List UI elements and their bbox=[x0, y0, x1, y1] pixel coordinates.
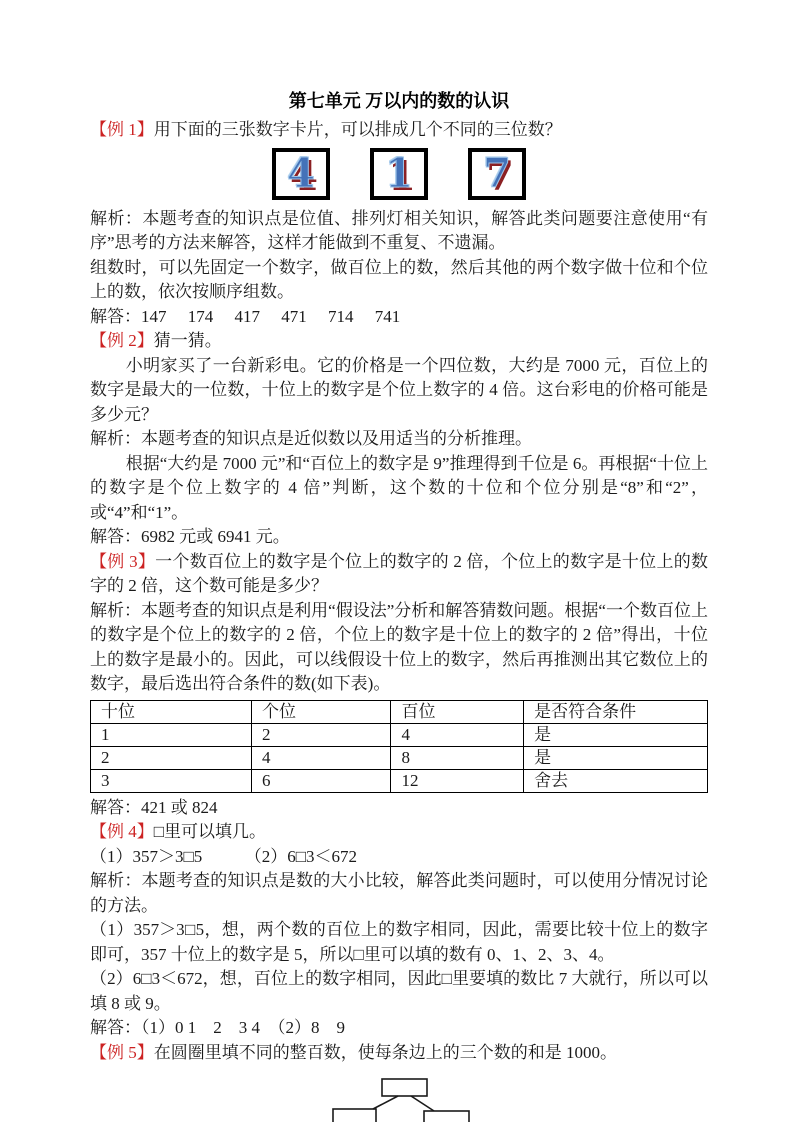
table-row bbox=[91, 769, 708, 792]
example1-analysis: 解析：本题考查的知识点是位值、排列灯相关知识，解答此类问题要注意使用“有序”思考的方法来解答，这样才能做到不重复、不遗漏。 bbox=[90, 208, 708, 252]
cell: 4 bbox=[252, 746, 391, 769]
cell: 舍去 bbox=[524, 769, 708, 792]
example4-label: 【例 4】 bbox=[90, 822, 154, 841]
table-row bbox=[91, 746, 708, 769]
example5-heading bbox=[90, 1041, 708, 1066]
cell: 3 bbox=[91, 769, 252, 792]
example4-question: □里可以填几。 bbox=[153, 822, 267, 841]
diagram-box-mid-left bbox=[333, 1109, 376, 1122]
cell: 1 bbox=[91, 723, 252, 746]
page-content bbox=[90, 88, 708, 1122]
example5-diagram bbox=[90, 1071, 708, 1122]
cell: 2 bbox=[252, 723, 391, 746]
triangle-boxes-diagram bbox=[90, 1071, 708, 1122]
example4-subproblems: （1）357＞3□5 （2）6□3＜672 bbox=[90, 846, 358, 866]
digit-card-1-value: 1 bbox=[385, 149, 413, 197]
example1-heading bbox=[90, 118, 708, 143]
example3-question: 一个数百位上的数字是个位上的数字的 2 倍，个位上的数字是十位上的数字的 2 倍，这个数可能是多少？ bbox=[90, 551, 709, 595]
example3-heading bbox=[90, 550, 708, 599]
example5-label: 【例 5】 bbox=[90, 1042, 154, 1062]
page-title: 第七单元 万以内的数的认识 bbox=[288, 91, 510, 111]
cell: 2 bbox=[91, 746, 252, 769]
connector-line bbox=[373, 1096, 398, 1109]
example2-reasoning: 根据“大约是 7000 元”和“百位上的数字是 9”推理得到千位是 6。再根据“十位上的数字是个位上数字的 4 倍”判断，这个数的十位和个位分别是“8”和“2”，或“4”和“1”。 bbox=[90, 453, 708, 522]
example4-analysis: 解析：本题考查的知识点是数的大小比较，解答此类问题时，可以使用分情况讨论的方法。 bbox=[90, 871, 708, 915]
table-row bbox=[91, 723, 708, 746]
table-header-row bbox=[91, 700, 708, 723]
example4-case2: （2）6□3＜672，想，百位上的数字相同，因此□里要填的数比 7 大就行，所以可以填 8 或 9。 bbox=[90, 969, 708, 1013]
header-hundreds: 百位 bbox=[391, 700, 524, 723]
example3-answer: 解答：421 或 824 bbox=[90, 797, 218, 817]
digit-card-1 bbox=[370, 148, 428, 200]
example2-label: 【例 2】 bbox=[90, 331, 154, 350]
header-condition: 是否符合条件 bbox=[524, 700, 708, 723]
example2-question: 猜一猜。 bbox=[153, 331, 222, 350]
example2-problem: 小明家买了一台新彩电。它的价格是一个四位数，大约是 7000 元，百位上的数字是最大的一位数，十位上的数字是个位上数字的 4 倍。这台彩电的价格可能是多少元？ bbox=[90, 355, 708, 424]
example3-label: 【例 3】 bbox=[90, 551, 156, 571]
example3-analysis: 解析：本题考查的知识点是利用“假设法”分析和解答猜数问题。根据“一个数百位上的数字是个位上的数字的 2 倍，个位上的数字是十位上的数字的 2 倍”得出，十位上的数字是最小的。因此，可以线假设十位上的数字，然后再推测出其它数位上的数字，最后选出符合条件的数(如下表)。 bbox=[90, 600, 708, 693]
example1-question: 用下面的三张数字卡片，可以排成几个不同的三位数？ bbox=[153, 120, 562, 139]
header-ones: 个位 bbox=[252, 700, 391, 723]
case-analysis-table bbox=[90, 700, 708, 793]
digit-card-4 bbox=[272, 148, 330, 200]
digit-card-7 bbox=[468, 148, 526, 200]
example1-label: 【例 1】 bbox=[90, 120, 154, 139]
digit-cards-row bbox=[90, 148, 708, 200]
example4-heading bbox=[90, 820, 708, 845]
digit-card-7-value: 7 bbox=[483, 149, 511, 197]
example1-method: 组数时，可以先固定一个数字，做百位上的数，然后其他的两个数字做十位和个位上的数，依次按顺序组数。 bbox=[90, 257, 708, 301]
digit-card-4-value: 4 bbox=[287, 149, 315, 197]
example4-case1: （1）357＞3□5，想，两个数的百位上的数字相同，因此，需要比较十位上的数字即可，357 十位上的数字是 5，所以□里可以填的数有 0、1、2、3、4。 bbox=[90, 920, 708, 964]
diagram-box-top bbox=[382, 1079, 427, 1096]
cell: 是 bbox=[524, 723, 708, 746]
cell: 是 bbox=[524, 746, 708, 769]
connector-line bbox=[411, 1096, 434, 1111]
example2-analysis: 解析：本题考查的知识点是近似数以及用适当的分析推理。 bbox=[90, 429, 532, 448]
example1-answer: 解答：147 174 417 471 714 741 bbox=[90, 306, 401, 326]
example5-question: 在圆圈里填不同的整百数，使每条边上的三个数的和是 1000。 bbox=[153, 1042, 617, 1062]
cell: 4 bbox=[391, 723, 524, 746]
header-tens: 十位 bbox=[91, 700, 252, 723]
example2-heading bbox=[90, 329, 708, 354]
diagram-box-mid-right bbox=[424, 1111, 469, 1122]
cell: 6 bbox=[252, 769, 391, 792]
example4-answer: 解答：（1）0 1 2 3 4 （2）8 9 bbox=[90, 1018, 345, 1037]
cell: 12 bbox=[391, 769, 524, 792]
cell: 8 bbox=[391, 746, 524, 769]
example2-answer: 解答：6982 元或 6941 元。 bbox=[90, 527, 290, 546]
